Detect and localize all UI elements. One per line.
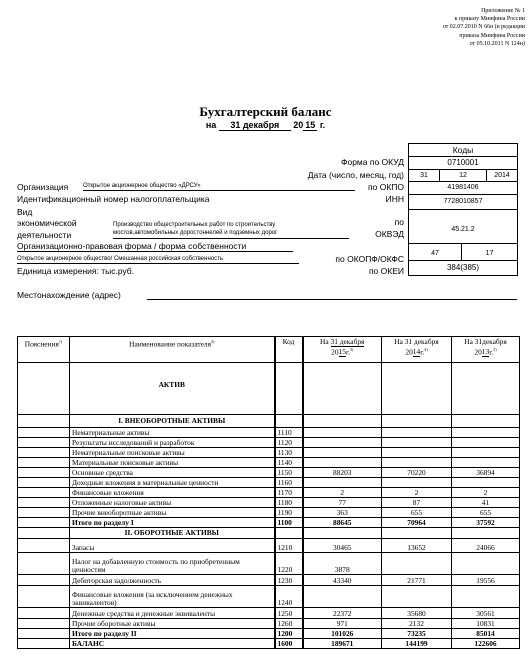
row-value-2: 655 xyxy=(382,508,452,518)
row-code: 1110 xyxy=(275,428,303,438)
address-label: Местонахождение (адрес) xyxy=(17,290,121,300)
row-name: Денежные средства и денежные эквиваленты xyxy=(70,608,275,619)
opf-underline-2 xyxy=(17,263,299,264)
organization-label: Организация xyxy=(17,182,69,192)
value-cell xyxy=(303,363,382,415)
opf-underline-1 xyxy=(17,251,293,252)
row-name: Результаты исследований и разработок xyxy=(70,438,275,448)
organization-value: Открытое акционерное общество «ДРСУ» xyxy=(83,183,201,189)
row-value-2: 2 xyxy=(382,488,452,498)
row-name: Итого по разделу II xyxy=(70,629,275,639)
table-row xyxy=(18,458,520,468)
okei-code: 384(385) xyxy=(446,263,480,272)
row-code: 1230 xyxy=(275,575,303,586)
okopf-label: по ОКОПФ/ОКФС xyxy=(335,254,404,264)
row-code: 1160 xyxy=(275,478,303,488)
value-cell xyxy=(452,415,520,428)
codes-box xyxy=(408,143,518,276)
row-value-3: 41 xyxy=(452,498,520,508)
inn-code: 7728010857 xyxy=(409,195,517,210)
okopf-code: 47 xyxy=(409,244,462,260)
row-code: 1190 xyxy=(275,508,303,518)
address-underline xyxy=(147,299,517,300)
value-cell xyxy=(382,363,452,415)
row-value-2: 144199 xyxy=(382,639,452,649)
okud-code: 0710001 xyxy=(409,157,517,170)
activity-label-2: экономической xyxy=(17,218,77,228)
row-value-1: 88645 xyxy=(303,518,382,528)
row-name: Нематериальные поисковые активы xyxy=(70,448,275,458)
activity-label-1: Вид xyxy=(17,207,33,217)
row-code: 1170 xyxy=(275,488,303,498)
table-row xyxy=(18,639,520,649)
row-value-3: 30561 xyxy=(452,608,520,619)
row-value-3 xyxy=(452,586,520,608)
row-code: 1140 xyxy=(275,458,303,468)
unit-label: Единица измерения: тыс.руб. xyxy=(17,266,135,276)
row-name: Прочие оборотные активы xyxy=(70,619,275,629)
row-value-1 xyxy=(303,438,382,448)
activity-value-1: Производство общестроительных работ по строительству xyxy=(113,222,276,228)
row-value-3: 655 xyxy=(452,508,520,518)
row-value-2: 70964 xyxy=(382,518,452,528)
activity-underline xyxy=(113,238,349,239)
row-value-1: 101026 xyxy=(303,629,382,639)
value-cell xyxy=(382,415,452,428)
table-row xyxy=(18,498,520,508)
codes-header: Коды xyxy=(409,144,517,157)
document-title: Бухгалтерский баланс xyxy=(199,104,332,119)
row-value-1: 2 xyxy=(303,488,382,498)
row-value-2: 21771 xyxy=(382,575,452,586)
notes-cell xyxy=(18,639,70,649)
row-code: 1250 xyxy=(275,608,303,619)
note-line: Приложение № 1 xyxy=(481,8,525,14)
row-value-2 xyxy=(382,448,452,458)
note-line: приказа Минфина России xyxy=(459,32,525,39)
row-value-3: 85014 xyxy=(452,629,520,639)
okud-label: Форма по ОКУД xyxy=(341,157,404,167)
row-name: Отложенные налоговые активы xyxy=(70,498,275,508)
date-codes xyxy=(409,170,517,182)
row-code: 1240 xyxy=(275,586,303,608)
row-name: БАЛАНС xyxy=(70,639,275,649)
notes-cell xyxy=(18,629,70,639)
row-value-2 xyxy=(382,586,452,608)
row-code: 1220 xyxy=(275,553,303,575)
row-value-3: 24066 xyxy=(452,539,520,553)
row-code: 1600 xyxy=(275,639,303,649)
table-row xyxy=(18,586,520,608)
notes-cell xyxy=(18,619,70,629)
notes-cell xyxy=(18,428,70,438)
row-value-3: 36894 xyxy=(452,468,520,478)
row-value-1: 363 xyxy=(303,508,382,518)
date-day-month: 31 декабря xyxy=(219,120,291,131)
row-value-1 xyxy=(303,428,382,438)
organization-underline xyxy=(83,190,355,191)
table-row xyxy=(18,629,520,639)
inn-label: ИНН xyxy=(385,194,404,204)
notes-cell xyxy=(18,586,70,608)
col-header-2014: На 31 декабря 2014г.$^{4)}$ xyxy=(382,337,452,363)
date-suffix: г. xyxy=(319,120,326,130)
order-reference-note xyxy=(443,7,525,48)
row-name: Финансовые вложения xyxy=(70,488,275,498)
okei-label: по ОКЕИ xyxy=(368,266,404,276)
report-date xyxy=(0,120,531,131)
section2-heading: II. ОБОРОТНЫЕ АКТИВЫ xyxy=(70,528,275,539)
row-code: 1260 xyxy=(275,619,303,629)
okved-po-label: по xyxy=(394,217,404,227)
date-prefix: на xyxy=(205,120,217,130)
notes-cell xyxy=(18,539,70,553)
notes-cell xyxy=(18,575,70,586)
row-value-2: 70220 xyxy=(382,468,452,478)
table-row xyxy=(18,539,520,553)
row-value-1: 77 xyxy=(303,498,382,508)
row-value-1: 3878 xyxy=(303,553,382,575)
row-value-3: 122606 xyxy=(452,639,520,649)
notes-cell xyxy=(18,488,70,498)
notes-cell xyxy=(18,508,70,518)
row-value-2: 73235 xyxy=(382,629,452,639)
code-cell xyxy=(275,415,303,428)
row-value-3 xyxy=(452,428,520,438)
row-name: Материальные поисковые активы xyxy=(70,458,275,468)
table-row xyxy=(18,508,520,518)
value-cell xyxy=(303,528,382,539)
note-line: к приказу Минфина России xyxy=(454,16,525,23)
table-row xyxy=(18,428,520,438)
code-cell xyxy=(275,528,303,539)
activity-value-2: мостов,автомобильных дорог,тоннелей и подземных дорог xyxy=(113,230,278,236)
date-code-month: 12 xyxy=(440,170,487,181)
row-value-1 xyxy=(303,586,382,608)
row-value-2 xyxy=(382,458,452,468)
notes-cell xyxy=(18,448,70,458)
okopf-codes xyxy=(409,244,517,261)
row-value-1: 22372 xyxy=(303,608,382,619)
row-name: Основные средства xyxy=(70,468,275,478)
row-value-3: 2 xyxy=(452,488,520,498)
row-value-3: 19556 xyxy=(452,575,520,586)
row-value-1: 189671 xyxy=(303,639,382,649)
okved-code: 45.21.2 xyxy=(409,210,517,244)
activity-label-3: деятельности xyxy=(17,230,72,240)
notes-cell xyxy=(18,458,70,468)
row-name: Дебиторская задолженность xyxy=(70,575,275,586)
notes-cell xyxy=(18,608,70,619)
notes-cell xyxy=(18,528,70,539)
col-header-2013: На 31декабря 2013г.$^{5)}$ xyxy=(452,337,520,363)
row-name: Нематериальные активы xyxy=(70,428,275,438)
date-year: 15 xyxy=(305,120,316,130)
row-value-3 xyxy=(452,553,520,575)
value-cell xyxy=(452,528,520,539)
row-code: 1150 xyxy=(275,468,303,478)
row-code: 1200 xyxy=(275,629,303,639)
notes-cell xyxy=(18,415,70,428)
value-cell xyxy=(303,415,382,428)
opf-label: Организационно-правовая форма / форма собственности xyxy=(17,241,247,251)
row-value-2: 87 xyxy=(382,498,452,508)
note-line: от 05.10.2011 N 124н) xyxy=(469,40,525,47)
aktiv-heading-row xyxy=(18,363,520,415)
row-name: Налог на добавленную стоимость по приобретенным ценностям xyxy=(70,553,275,575)
row-value-2 xyxy=(382,438,452,448)
row-code: 1100 xyxy=(275,518,303,528)
table-row xyxy=(18,518,520,528)
row-value-1 xyxy=(303,448,382,458)
row-value-3: 10831 xyxy=(452,619,520,629)
row-code: 1210 xyxy=(275,539,303,553)
row-value-3 xyxy=(452,438,520,448)
notes-cell xyxy=(18,518,70,528)
row-name: Доходные вложения в материальные ценности xyxy=(70,478,275,488)
row-value-3 xyxy=(452,478,520,488)
section1-heading-row xyxy=(18,415,520,428)
table-row xyxy=(18,438,520,448)
section1-heading: I. ВНЕОБОРОТНЫЕ АКТИВЫ xyxy=(70,415,275,428)
code-cell xyxy=(275,363,303,415)
row-value-1: 971 xyxy=(303,619,382,629)
col-header-notes: Пояснения$^{1)}$ xyxy=(18,337,70,363)
note-line: от 02.07.2010 N 66н (в редакции xyxy=(442,24,525,31)
row-value-3 xyxy=(452,458,520,468)
okved-label: ОКВЭД xyxy=(375,229,404,239)
notes-cell xyxy=(18,478,70,488)
row-value-3: 37592 xyxy=(452,518,520,528)
row-value-2 xyxy=(382,478,452,488)
section2-heading-row xyxy=(18,528,520,539)
okfs-code: 17 xyxy=(485,250,494,257)
row-value-1: 30465 xyxy=(303,539,382,553)
notes-cell xyxy=(18,553,70,575)
date-code-day: 31 xyxy=(409,170,440,181)
row-name: Прочие внеоборотные активы xyxy=(70,508,275,518)
notes-cell xyxy=(18,363,70,415)
table-row xyxy=(18,488,520,498)
okpo-label: по ОКПО xyxy=(368,182,404,192)
notes-cell xyxy=(18,498,70,508)
row-value-2: 35680 xyxy=(382,608,452,619)
table-row xyxy=(18,478,520,488)
row-value-2 xyxy=(382,553,452,575)
row-code: 1120 xyxy=(275,438,303,448)
row-name: Финансовые вложения (за исключением денежных эквивалентов) xyxy=(70,586,275,608)
table-row xyxy=(18,468,520,478)
row-value-1 xyxy=(303,478,382,488)
notes-cell xyxy=(18,438,70,448)
row-value-1: 88203 xyxy=(303,468,382,478)
row-value-2: 2132 xyxy=(382,619,452,629)
table-row xyxy=(18,619,520,629)
date-code-year: 2014 xyxy=(494,172,510,179)
balance-table xyxy=(17,336,520,649)
row-value-1 xyxy=(303,458,382,468)
col-header-2015: На 31 декабря 2015г.$^{3)}$ xyxy=(303,337,382,363)
row-value-3 xyxy=(452,448,520,458)
row-code: 1180 xyxy=(275,498,303,508)
opf-value: Открытое акционерное общество/ Смешанная российская собственность xyxy=(17,256,223,262)
value-cell xyxy=(382,528,452,539)
date-label: Дата (число, месяц, год) xyxy=(307,170,404,180)
row-name: Запасы xyxy=(70,539,275,553)
row-value-1: 43340 xyxy=(303,575,382,586)
value-cell xyxy=(452,363,520,415)
table-header-row xyxy=(18,337,520,363)
table-row xyxy=(18,575,520,586)
date-century: 20 xyxy=(293,120,304,130)
inn-long-label: Идентификационный номер налогоплательщика xyxy=(17,194,210,204)
col-header-name: Наименование показателя$^{2)}$ xyxy=(70,337,275,363)
table-row xyxy=(18,448,520,458)
table-row xyxy=(18,553,520,575)
row-name: Итого по разделу I xyxy=(70,518,275,528)
notes-cell xyxy=(18,468,70,478)
okpo-code: 41981406 xyxy=(409,182,517,195)
row-value-2 xyxy=(382,428,452,438)
aktiv-heading: АКТИВ xyxy=(70,363,275,415)
row-value-2: 13652 xyxy=(382,539,452,553)
table-row xyxy=(18,608,520,619)
col-header-code: Код xyxy=(275,337,303,363)
row-code: 1130 xyxy=(275,448,303,458)
